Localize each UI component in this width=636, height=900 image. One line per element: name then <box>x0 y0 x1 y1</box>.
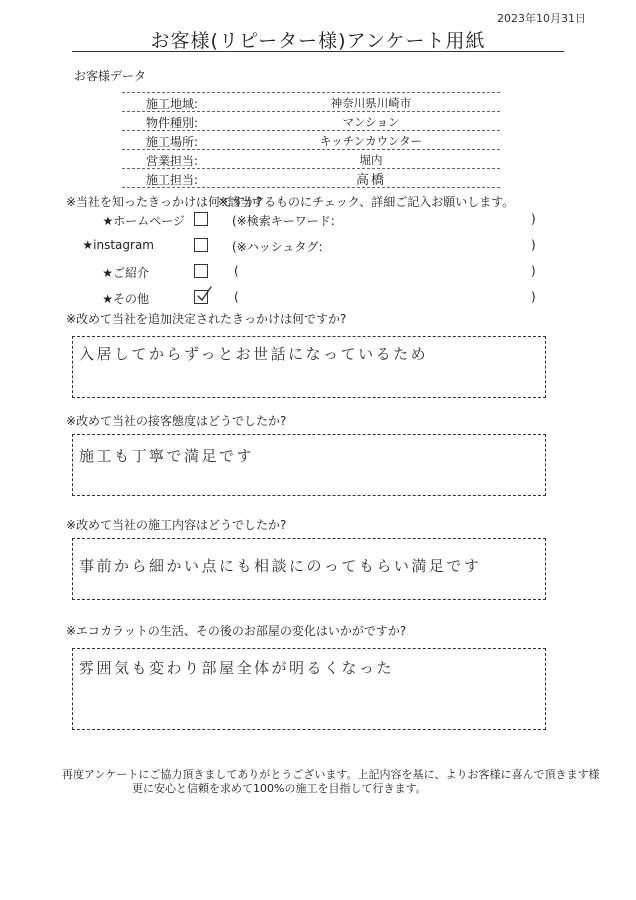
row-label: 施工場所: <box>146 135 199 149</box>
customer-row-property-type <box>122 111 500 130</box>
option-close-homepage: ) <box>531 212 536 226</box>
answer-box-1[interactable] <box>72 336 546 398</box>
row-label: 施工地域: <box>146 97 199 111</box>
customer-row-area <box>122 92 500 111</box>
checkbox-homepage[interactable] <box>194 212 208 226</box>
checkbox-referral[interactable] <box>194 264 208 278</box>
page-title: お客様(リピーター様)アンケート用紙 <box>150 30 486 52</box>
question-1: ※改めて当社を追加決定されたきっかけは何ですか? <box>66 312 347 326</box>
option-close-instagram: ) <box>531 238 536 252</box>
row-value: キッチンカウンター <box>319 134 423 148</box>
option-detail-instagram: (※ハッシュタグ: <box>232 240 323 254</box>
answer-text-4: 雰囲気も変わり部屋全体が明るくなった <box>79 659 395 677</box>
option-detail-other: ( <box>234 290 239 304</box>
option-label-instagram: ★instagram <box>82 238 154 252</box>
option-label-referral: ★ご紹介 <box>102 266 149 280</box>
answer-text-2: 施工も丁寧で満足です <box>79 447 255 465</box>
option-label-other: ★その他 <box>102 292 149 306</box>
source-instruction: ※該当するものにチェック、詳細ご記入お願いします。 <box>218 195 515 209</box>
question-2: ※改めて当社の接客態度はどうでしたか? <box>66 414 287 428</box>
row-value: 神奈川県川崎市 <box>330 96 412 110</box>
title-underline <box>72 51 564 52</box>
checkbox-instagram[interactable] <box>194 238 208 252</box>
row-label: 施工担当: <box>146 173 199 187</box>
customer-row-location <box>122 130 500 149</box>
question-3: ※改めて当社の施工内容はどうでしたか? <box>66 518 287 532</box>
option-close-other: ) <box>531 290 536 304</box>
check-mark-icon <box>194 284 214 304</box>
row-label: 営業担当: <box>146 154 199 168</box>
customer-row-installer <box>122 168 500 188</box>
answer-box-3[interactable] <box>72 538 546 600</box>
answer-text-1: 入居してからずっとお世話になっているため <box>79 345 429 363</box>
option-label-homepage: ★ホームページ <box>102 214 185 228</box>
answer-box-4[interactable] <box>72 648 546 730</box>
customer-data-table <box>122 92 500 188</box>
footer-line-1: 再度アンケートにご協力頂きましてありがとうございます。上記内容を基に、よりお客様に喜んで頂きます様 <box>62 768 600 781</box>
row-value-handwritten: 高橋 <box>355 173 386 188</box>
question-4: ※エコカラットの生活、その後のお部屋の変化はいかがですか? <box>66 624 407 638</box>
answer-box-2[interactable] <box>72 434 546 496</box>
option-detail-homepage: (※検索キーワード: <box>232 214 335 228</box>
row-value: 堀内 <box>359 153 383 167</box>
answer-text-3: 事前から細かい点にも相談にのってもらい満足です <box>79 557 482 575</box>
row-label: 物件種別: <box>146 116 199 130</box>
option-close-referral: ) <box>531 264 536 278</box>
option-detail-referral: ( <box>234 264 239 278</box>
row-value: マンション <box>342 115 400 129</box>
source-question: ※当社を知ったきっかけは何ですか? <box>66 195 263 209</box>
survey-date: 2023年10月31日 <box>497 12 586 25</box>
customer-data-heading: お客様データ <box>74 69 147 83</box>
footer-line-2: 更に安心と信頼を求めて100%の施工を目指して行きます。 <box>132 782 427 795</box>
customer-row-sales-rep <box>122 149 500 168</box>
